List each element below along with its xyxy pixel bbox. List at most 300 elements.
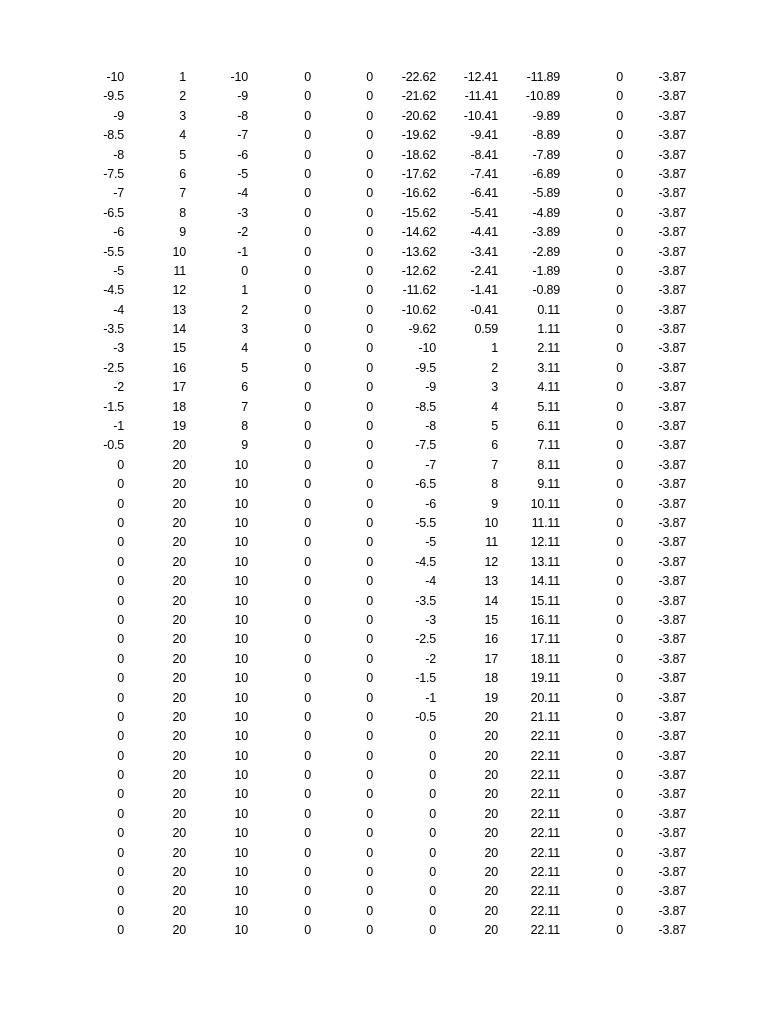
table-cell: 0 — [366, 225, 373, 240]
table-cell: -3.87 — [658, 826, 686, 841]
table-cell: 11.11 — [531, 515, 560, 530]
table-cell: -5 — [113, 263, 124, 278]
table-cell: -3.87 — [658, 923, 686, 938]
table-cell: 0 — [117, 709, 124, 724]
table-cell: 0 — [366, 399, 373, 414]
table-cell: 0 — [616, 806, 623, 821]
table-cell: 0 — [304, 166, 311, 181]
table-cell: 10 — [234, 903, 248, 918]
table-cell: 20 — [172, 612, 186, 627]
table-cell: -3.87 — [658, 457, 686, 472]
table-cell: 10 — [234, 593, 248, 608]
table-cell: 0 — [616, 341, 623, 356]
table-cell: 0 — [366, 690, 373, 705]
table-cell: 0 — [304, 70, 311, 84]
table-cell: 0 — [616, 923, 623, 938]
table-cell: -21.62 — [401, 89, 436, 104]
table-cell: 10 — [234, 923, 248, 938]
table-cell: 0 — [366, 166, 373, 181]
table-cell: 20 — [172, 477, 186, 492]
table-cell: -3.87 — [658, 574, 686, 589]
table-cell: -5.89 — [532, 186, 560, 201]
table-cell: 10 — [234, 554, 248, 569]
table-cell: 0 — [304, 651, 311, 666]
table-cell: 0 — [304, 244, 311, 259]
table-row — [0, 339, 768, 358]
table-cell: 0 — [616, 574, 623, 589]
table-cell: 0 — [304, 826, 311, 841]
table-cell: 10 — [234, 690, 248, 705]
table-cell: 0 — [616, 225, 623, 240]
table-cell: 20 — [172, 865, 186, 880]
table-cell: -3.87 — [658, 244, 686, 259]
table-cell: 22.11 — [530, 729, 560, 744]
table-cell: 7 — [179, 186, 186, 201]
table-cell: -3.5 — [415, 593, 436, 608]
table-cell: 0 — [366, 186, 373, 201]
table-cell: 20 — [172, 768, 186, 783]
table-row — [0, 223, 768, 242]
table-cell: 0 — [366, 263, 373, 278]
table-cell: 0 — [366, 826, 373, 841]
table-cell: 0 — [616, 709, 623, 724]
table-cell: 0 — [429, 826, 436, 841]
table-cell: 7 — [491, 457, 498, 472]
table-row — [0, 68, 768, 87]
table-cell: -3.87 — [658, 360, 686, 375]
table-cell: 0 — [241, 263, 248, 278]
table-cell: 0 — [304, 554, 311, 569]
table-cell: 20 — [172, 884, 186, 899]
table-cell: 20.11 — [530, 690, 560, 705]
table-cell: -3.87 — [658, 651, 686, 666]
table-cell: 0 — [304, 438, 311, 453]
table-cell: 20 — [484, 768, 498, 783]
table-cell: -6 — [425, 496, 436, 511]
table-cell: 20 — [172, 438, 186, 453]
table-cell: 2.11 — [537, 341, 560, 356]
table-cell: 10 — [234, 496, 248, 511]
table-cell: -0.89 — [532, 283, 560, 298]
table-row — [0, 320, 768, 339]
table-cell: 0 — [616, 380, 623, 395]
table-cell: 0 — [117, 671, 124, 686]
table-row — [0, 572, 768, 591]
table-cell: 0 — [366, 89, 373, 104]
table-cell: 0 — [117, 535, 124, 550]
table-cell: 22.11 — [530, 826, 560, 841]
table-cell: -3.87 — [658, 612, 686, 627]
table-cell: 0 — [616, 593, 623, 608]
table-cell: -13.62 — [401, 244, 436, 259]
table-cell: -8 — [237, 108, 248, 123]
table-cell: 17 — [484, 651, 498, 666]
table-row — [0, 785, 768, 804]
table-cell: 0 — [616, 865, 623, 880]
table-cell: 0 — [304, 903, 311, 918]
table-cell: -9.5 — [415, 360, 436, 375]
table-cell: 17.11 — [530, 632, 560, 647]
table-cell: -3.87 — [658, 380, 686, 395]
table-cell: 0 — [304, 108, 311, 123]
table-cell: 0 — [616, 903, 623, 918]
table-cell: 10 — [234, 671, 248, 686]
table-cell: 0 — [366, 651, 373, 666]
table-cell: -3.87 — [658, 341, 686, 356]
table-cell: 3 — [179, 108, 186, 123]
table-cell: -18.62 — [401, 147, 436, 162]
table-cell: -3.87 — [658, 419, 686, 434]
table-cell: 0 — [304, 322, 311, 337]
table-cell: -2.41 — [470, 263, 498, 278]
table-cell: 19.11 — [530, 671, 560, 686]
table-cell: -10.62 — [401, 302, 436, 317]
table-row — [0, 553, 768, 572]
table-cell: -3.87 — [658, 128, 686, 143]
table-cell: 0 — [616, 845, 623, 860]
table-cell: -3.87 — [658, 302, 686, 317]
table-cell: 0 — [304, 671, 311, 686]
table-cell: -9.5 — [103, 89, 124, 104]
table-cell: 0 — [304, 923, 311, 938]
table-cell: -2.5 — [415, 632, 436, 647]
table-cell: 20 — [172, 923, 186, 938]
table-cell: 0 — [304, 419, 311, 434]
table-cell: -16.62 — [401, 186, 436, 201]
table-cell: -4.5 — [415, 554, 436, 569]
table-cell: -10 — [418, 341, 436, 356]
table-cell: 0 — [366, 748, 373, 763]
table-cell: 0 — [429, 748, 436, 763]
table-cell: -3.87 — [658, 399, 686, 414]
table-cell: 0 — [366, 341, 373, 356]
table-cell: 16 — [484, 632, 498, 647]
table-cell: -1.89 — [532, 263, 560, 278]
table-cell: 20 — [484, 865, 498, 880]
table-cell: 0 — [304, 477, 311, 492]
table-cell: -9.41 — [470, 128, 498, 143]
table-cell: -4.41 — [470, 225, 498, 240]
table-row — [0, 495, 768, 514]
table-cell: -10.89 — [525, 89, 560, 104]
table-cell: 0 — [366, 380, 373, 395]
table-cell: 0 — [616, 884, 623, 899]
table-cell: 0 — [366, 903, 373, 918]
table-row — [0, 378, 768, 397]
table-cell: 20 — [172, 671, 186, 686]
table-cell: 10 — [234, 845, 248, 860]
table-cell: 12 — [484, 554, 498, 569]
table-cell: -3.87 — [658, 496, 686, 511]
table-cell: 3 — [491, 380, 498, 395]
table-cell: 0 — [117, 477, 124, 492]
table-cell: 8 — [491, 477, 498, 492]
table-cell: 22.11 — [530, 865, 560, 880]
table-cell: -3.5 — [103, 322, 124, 337]
table-cell: 0 — [304, 593, 311, 608]
table-cell: 0 — [616, 244, 623, 259]
table-cell: 0 — [304, 535, 311, 550]
table-cell: 0 — [366, 554, 373, 569]
table-cell: -11.62 — [402, 283, 436, 298]
table-cell: 0 — [616, 360, 623, 375]
table-cell: 0 — [616, 787, 623, 802]
table-cell: 0 — [117, 845, 124, 860]
table-row — [0, 689, 768, 708]
table-cell: 0 — [366, 768, 373, 783]
table-cell: -9.62 — [408, 322, 436, 337]
table-cell: 0 — [616, 399, 623, 414]
table-cell: 0 — [366, 457, 373, 472]
table-cell: 0 — [366, 438, 373, 453]
table-cell: -3.87 — [658, 205, 686, 220]
table-cell: 8 — [241, 419, 248, 434]
table-cell: 0 — [616, 612, 623, 627]
table-cell: 6.11 — [537, 419, 560, 434]
table-cell: 0 — [117, 690, 124, 705]
table-cell: 0 — [117, 651, 124, 666]
table-cell: 0 — [366, 128, 373, 143]
table-cell: 4 — [491, 399, 498, 414]
table-cell: 0 — [304, 360, 311, 375]
table-cell: 0 — [616, 457, 623, 472]
table-cell: -3.87 — [658, 593, 686, 608]
table-cell: -20.62 — [401, 108, 436, 123]
table-cell: 8.11 — [537, 457, 560, 472]
table-cell: 18 — [172, 399, 186, 414]
table-cell: -3.87 — [658, 709, 686, 724]
table-cell: -4.5 — [103, 283, 124, 298]
table-cell: 0 — [117, 748, 124, 763]
table-cell: 10 — [234, 651, 248, 666]
table-row — [0, 359, 768, 378]
table-cell: 0 — [616, 263, 623, 278]
table-cell: 0 — [304, 380, 311, 395]
table-cell: -8.41 — [470, 147, 498, 162]
table-cell: 0 — [304, 768, 311, 783]
table-cell: 0 — [304, 806, 311, 821]
table-cell: 0 — [304, 283, 311, 298]
table-cell: 0 — [366, 865, 373, 880]
table-cell: -11.41 — [464, 89, 498, 104]
table-cell: 8 — [179, 205, 186, 220]
table-cell: -8 — [425, 419, 436, 434]
table-cell: 14.11 — [530, 574, 560, 589]
table-cell: 20 — [484, 923, 498, 938]
table-cell: 0 — [616, 283, 623, 298]
table-cell: 13 — [484, 574, 498, 589]
table-cell: 10 — [484, 515, 498, 530]
table-cell: -12.41 — [463, 70, 498, 84]
table-cell: -3.87 — [658, 884, 686, 899]
table-cell: 0 — [304, 496, 311, 511]
table-cell: -3.87 — [658, 186, 686, 201]
table-cell: 22.11 — [530, 923, 560, 938]
table-cell: -5 — [425, 535, 436, 550]
table-row — [0, 417, 768, 436]
table-cell: 0 — [616, 205, 623, 220]
table-cell: 0 — [117, 574, 124, 589]
table-cell: 16.11 — [530, 612, 560, 627]
table-row — [0, 592, 768, 611]
table-cell: 20 — [172, 554, 186, 569]
table-cell: -3.87 — [658, 477, 686, 492]
table-cell: 10 — [234, 632, 248, 647]
table-cell: -1.5 — [103, 399, 124, 414]
table-cell: 0 — [117, 496, 124, 511]
table-cell: 4 — [179, 128, 186, 143]
table-cell: 0 — [304, 884, 311, 899]
table-cell: -3.87 — [658, 438, 686, 453]
table-cell: 0 — [304, 147, 311, 162]
table-cell: -1.41 — [470, 283, 498, 298]
table-cell: 0 — [117, 806, 124, 821]
table-cell: 0 — [366, 671, 373, 686]
table-cell: 14 — [484, 593, 498, 608]
table-cell: -2.89 — [532, 244, 560, 259]
table-cell: 0 — [366, 884, 373, 899]
table-cell: 15.11 — [530, 593, 560, 608]
table-cell: -3.87 — [658, 554, 686, 569]
table-cell: 0 — [117, 768, 124, 783]
table-cell: -3.87 — [658, 89, 686, 104]
table-cell: 0 — [366, 515, 373, 530]
table-cell: -3.87 — [658, 729, 686, 744]
table-cell: 20 — [172, 748, 186, 763]
table-cell: 1.11 — [537, 322, 560, 337]
table-cell: 0 — [366, 244, 373, 259]
table-cell: 18 — [484, 671, 498, 686]
table-cell: 20 — [172, 826, 186, 841]
table-cell: -5 — [237, 166, 248, 181]
table-cell: -5.5 — [415, 515, 436, 530]
table-cell: -6.5 — [103, 205, 124, 220]
table-cell: 10 — [234, 729, 248, 744]
table-cell: 0 — [616, 302, 623, 317]
table-cell: 20 — [484, 884, 498, 899]
table-cell: 20 — [172, 651, 186, 666]
table-cell: 0 — [366, 496, 373, 511]
table-cell: 9.11 — [537, 477, 560, 492]
table-cell: 0 — [304, 89, 311, 104]
table-cell: 0 — [429, 865, 436, 880]
table-cell: 5 — [179, 147, 186, 162]
table-cell: -7 — [113, 186, 124, 201]
table-row — [0, 281, 768, 300]
table-cell: 0 — [616, 322, 623, 337]
table-cell: -3.87 — [658, 748, 686, 763]
table-cell: 0 — [366, 360, 373, 375]
table-cell: 0 — [304, 729, 311, 744]
table-cell: -1 — [425, 690, 436, 705]
table-cell: 11 — [173, 263, 186, 278]
table-cell: 6 — [179, 166, 186, 181]
table-cell: -3.87 — [658, 865, 686, 880]
table-cell: 7 — [241, 399, 248, 414]
table-cell: 0 — [304, 186, 311, 201]
table-cell: 22.11 — [530, 884, 560, 899]
table-cell: -10 — [230, 70, 248, 84]
table-cell: -3.87 — [658, 283, 686, 298]
table-cell: 6 — [491, 438, 498, 453]
table-cell: -10 — [106, 70, 124, 84]
table-cell: 0 — [304, 632, 311, 647]
table-cell: 10 — [234, 884, 248, 899]
table-cell: -7.89 — [532, 147, 560, 162]
table-cell: -1 — [113, 419, 124, 434]
table-cell: -3.41 — [470, 244, 498, 259]
table-cell: 0 — [429, 787, 436, 802]
table-cell: 0 — [366, 729, 373, 744]
table-cell: -3 — [237, 205, 248, 220]
table-cell: 10 — [234, 787, 248, 802]
table-cell: -2.5 — [103, 360, 124, 375]
table-row — [0, 611, 768, 630]
table-row — [0, 146, 768, 165]
table-cell: -17.62 — [401, 166, 436, 181]
table-cell: 5.11 — [537, 399, 560, 414]
table-cell: 0 — [366, 612, 373, 627]
table-row — [0, 533, 768, 552]
table-cell: 0 — [429, 884, 436, 899]
table-row — [0, 301, 768, 320]
table-cell: 0 — [304, 205, 311, 220]
table-cell: 10 — [172, 244, 186, 259]
table-cell: 20 — [172, 457, 186, 472]
table-cell: 22.11 — [530, 903, 560, 918]
table-cell: 20 — [172, 593, 186, 608]
table-cell: -4 — [237, 186, 248, 201]
table-row — [0, 650, 768, 669]
table-cell: 22.11 — [530, 787, 560, 802]
table-row — [0, 165, 768, 184]
table-cell: 20 — [484, 806, 498, 821]
table-cell: 0 — [616, 166, 623, 181]
table-cell: 13 — [172, 302, 186, 317]
table-cell: 20 — [172, 574, 186, 589]
table-cell: 0 — [304, 225, 311, 240]
table-cell: -3.87 — [658, 108, 686, 123]
table-cell: -6.41 — [470, 186, 498, 201]
table-cell: 1 — [491, 341, 498, 356]
table-cell: 10 — [234, 748, 248, 763]
table-cell: 0 — [304, 341, 311, 356]
table-cell: 0 — [304, 709, 311, 724]
table-cell: 13.11 — [530, 554, 560, 569]
table-cell: 0 — [616, 632, 623, 647]
table-cell: 1 — [179, 70, 186, 84]
table-cell: 20 — [172, 787, 186, 802]
table-cell: 0 — [117, 923, 124, 938]
table-cell: 0 — [616, 477, 623, 492]
table-cell: 16 — [172, 360, 186, 375]
table-cell: 10 — [234, 477, 248, 492]
table-row — [0, 766, 768, 785]
table-cell: -5.41 — [470, 205, 498, 220]
table-cell: -3.89 — [532, 225, 560, 240]
table-cell: -7 — [425, 457, 436, 472]
table-cell: 0 — [304, 787, 311, 802]
table-cell: -7 — [237, 128, 248, 143]
table-cell: -7.41 — [470, 166, 498, 181]
table-cell: 20 — [172, 535, 186, 550]
table-cell: 14 — [172, 322, 186, 337]
table-cell: 20 — [484, 787, 498, 802]
table-cell: -8.5 — [415, 399, 436, 414]
table-cell: 0 — [616, 186, 623, 201]
table-cell: 0 — [304, 845, 311, 860]
table-cell: -3.87 — [658, 903, 686, 918]
